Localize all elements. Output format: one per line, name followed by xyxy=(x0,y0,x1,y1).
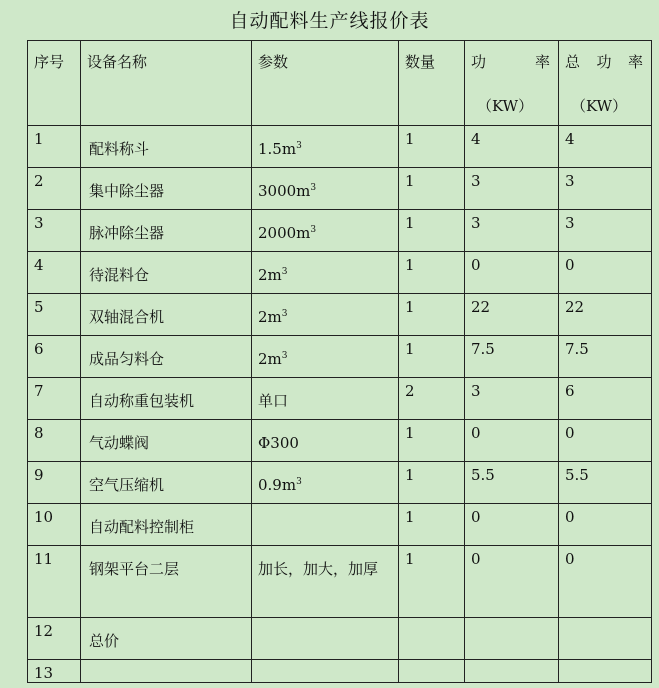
cell-power: 0 xyxy=(465,546,559,618)
cell-qty: 1 xyxy=(399,420,465,462)
table-row xyxy=(28,462,652,504)
param-value: 单口 xyxy=(258,392,289,410)
cell-name: 脉冲除尘器 xyxy=(81,210,252,252)
header-name: 设备名称 xyxy=(81,41,252,126)
cell-power xyxy=(465,618,559,660)
cell-qty: 1 xyxy=(399,210,465,252)
cell-power: 5.5 xyxy=(465,462,559,504)
cell-total-power xyxy=(559,660,652,683)
cell-qty: 1 xyxy=(399,546,465,618)
cell-param xyxy=(252,420,399,462)
cell-qty: 1 xyxy=(399,294,465,336)
cell-no: 8 xyxy=(28,420,81,462)
cell-power: 4 xyxy=(465,126,559,168)
header-power-char-2: 率 xyxy=(534,53,550,71)
param-unit-superscript: 3 xyxy=(281,267,288,277)
param-value: 2m xyxy=(258,266,282,284)
table-row xyxy=(28,168,652,210)
table-row xyxy=(28,504,652,546)
cell-power: 0 xyxy=(465,252,559,294)
cell-qty xyxy=(399,660,465,683)
cell-param xyxy=(252,462,399,504)
cell-power: 0 xyxy=(465,420,559,462)
cell-total-power: 3 xyxy=(559,168,652,210)
cell-name: 双轴混合机 xyxy=(81,294,252,336)
cell-power: 0 xyxy=(465,504,559,546)
cell-name: 配料称斗 xyxy=(81,126,252,168)
cell-param xyxy=(252,210,399,252)
cell-total-power xyxy=(559,618,652,660)
cell-power: 3 xyxy=(465,168,559,210)
cell-param xyxy=(252,618,399,660)
cell-power: 3 xyxy=(465,378,559,420)
header-total-unit: （KW） xyxy=(571,97,628,115)
cell-param xyxy=(252,504,399,546)
param-value: Φ300 xyxy=(258,434,299,452)
cell-qty: 1 xyxy=(399,252,465,294)
page-title: 自动配料生产线报价表 xyxy=(229,10,430,32)
cell-power xyxy=(465,660,559,683)
param-value: 3000m xyxy=(258,182,311,200)
header-total-char-1: 总 xyxy=(565,53,581,71)
param-value: 加长，加大，加厚 xyxy=(258,560,379,578)
table-row xyxy=(28,294,652,336)
cell-qty: 1 xyxy=(399,336,465,378)
cell-total-power: 0 xyxy=(559,420,652,462)
cell-total-power: 0 xyxy=(559,252,652,294)
cell-no: 9 xyxy=(28,462,81,504)
cell-param xyxy=(252,168,399,210)
cell-total-power: 4 xyxy=(559,126,652,168)
table-row xyxy=(28,336,652,378)
header-total-char-2: 功 xyxy=(596,53,612,71)
cell-param xyxy=(252,252,399,294)
table-header-row xyxy=(28,41,652,126)
cell-no: 1 xyxy=(28,126,81,168)
header-total-power xyxy=(559,41,652,126)
cell-total-power: 3 xyxy=(559,210,652,252)
table-row xyxy=(28,126,652,168)
header-power xyxy=(465,41,559,126)
cell-name: 空气压缩机 xyxy=(81,462,252,504)
header-no: 序号 xyxy=(28,41,81,126)
cell-no: 6 xyxy=(28,336,81,378)
cell-power: 22 xyxy=(465,294,559,336)
cell-power: 3 xyxy=(465,210,559,252)
header-power-char-1: 功 xyxy=(471,53,487,71)
param-value: 1.5m xyxy=(258,140,297,158)
header-param: 参数 xyxy=(252,41,399,126)
param-unit-superscript: 3 xyxy=(281,351,288,361)
cell-no: 11 xyxy=(28,546,81,618)
cell-no: 3 xyxy=(28,210,81,252)
cell-qty: 2 xyxy=(399,378,465,420)
cell-no: 10 xyxy=(28,504,81,546)
cell-name: 自动配料控制柜 xyxy=(81,504,252,546)
header-qty: 数量 xyxy=(399,41,465,126)
cell-param xyxy=(252,294,399,336)
quotation-table xyxy=(27,40,652,683)
cell-name: 自动称重包装机 xyxy=(81,378,252,420)
cell-name: 总价 xyxy=(81,618,252,660)
header-power-unit: （KW） xyxy=(477,97,534,115)
param-value: 2000m xyxy=(258,224,311,242)
param-value: 2m xyxy=(258,350,282,368)
param-unit-superscript: 3 xyxy=(281,309,288,319)
cell-no: 12 xyxy=(28,618,81,660)
param-unit-superscript: 3 xyxy=(310,225,317,235)
param-value: 2m xyxy=(258,308,282,326)
table-row xyxy=(28,252,652,294)
cell-param xyxy=(252,336,399,378)
table-row xyxy=(28,210,652,252)
cell-qty xyxy=(399,618,465,660)
cell-qty: 1 xyxy=(399,462,465,504)
cell-name xyxy=(81,660,252,683)
cell-no: 2 xyxy=(28,168,81,210)
cell-total-power: 0 xyxy=(559,546,652,618)
cell-name: 钢架平台二层 xyxy=(81,546,252,618)
cell-name: 成品匀料仓 xyxy=(81,336,252,378)
cell-total-power: 5.5 xyxy=(559,462,652,504)
param-unit-superscript: 3 xyxy=(296,141,302,151)
cell-no: 5 xyxy=(28,294,81,336)
cell-qty: 1 xyxy=(399,126,465,168)
cell-name: 集中除尘器 xyxy=(81,168,252,210)
cell-name: 待混料仓 xyxy=(81,252,252,294)
cell-name: 气动蝶阀 xyxy=(81,420,252,462)
cell-no: 13 xyxy=(28,660,81,683)
cell-total-power: 7.5 xyxy=(559,336,652,378)
cell-no: 4 xyxy=(28,252,81,294)
cell-no: 7 xyxy=(28,378,81,420)
param-unit-superscript: 3 xyxy=(310,183,317,193)
cell-total-power: 6 xyxy=(559,378,652,420)
table-row xyxy=(28,660,652,683)
cell-qty: 1 xyxy=(399,168,465,210)
cell-total-power: 0 xyxy=(559,504,652,546)
param-value: 0.9m xyxy=(258,476,297,494)
cell-power: 7.5 xyxy=(465,336,559,378)
table-row xyxy=(28,378,652,420)
table-row xyxy=(28,420,652,462)
param-unit-superscript: 3 xyxy=(296,477,302,487)
cell-param xyxy=(252,126,399,168)
table-row xyxy=(28,618,652,660)
table-row xyxy=(28,546,652,618)
cell-param xyxy=(252,378,399,420)
cell-param xyxy=(252,546,399,618)
cell-total-power: 22 xyxy=(559,294,652,336)
cell-param xyxy=(252,660,399,683)
cell-qty: 1 xyxy=(399,504,465,546)
header-total-char-3: 率 xyxy=(627,53,643,71)
